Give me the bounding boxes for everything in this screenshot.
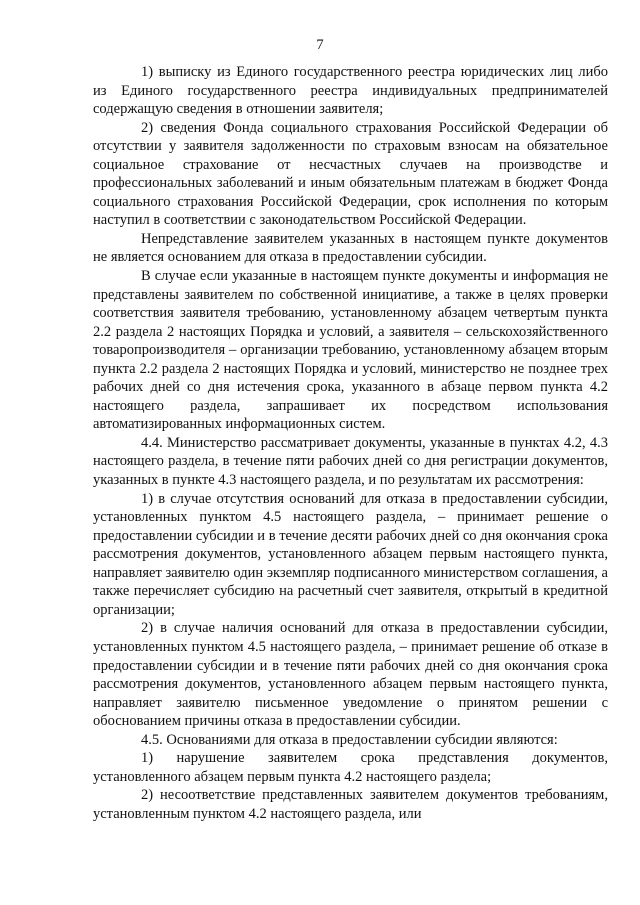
document-body	[93, 63, 608, 823]
page-number: 7	[316, 37, 324, 53]
paragraph-5: 4.4. Министерство рассматривает документы, указанные в пунктах 4.2, 4.3 настоящего раздела, в течение пяти рабочих дней со дня регистрации документов, указанных в пункте 4.3 настоящего раздела, и по результатам их рассмотрения:	[93, 434, 608, 489]
paragraph-10: 2) несоответствие представленных заявителем документов требованиям, установленным пунктом 4.2 настоящего раздела, или	[93, 787, 608, 822]
paragraph-7: 2) в случае наличия оснований для отказа в предоставлении субсидии, установленных пунктом 4.5 настоящего раздела, – принимает решение об отказе в предоставлении субсидии и в течение пяти рабочих дней со дня окончания срока рассмотрения документов, установленного абзацем первым настоящего пункта, направляет заявителю письменное уведомление о принятом решении с обоснованием причины отказа в предоставлении субсидии.	[93, 620, 608, 730]
paragraph-8: 4.5. Основаниями для отказа в предоставлении субсидии являются:	[141, 731, 558, 748]
paragraph-3: Непредставление заявителем указанных в настоящем пункте документов не является основанием для отказа в предоставлении субсидии.	[93, 230, 608, 266]
paragraph-4: В случае если указанные в настоящем пункте документы и информация не представлены заявителем по собственной инициативе, а также в целях проверки соответствия заявителя требованию, установленному абзацем четвертым пункта 2.2 раздела 2 настоящих Порядка и условий, а заявителя – сельскохозяйственного товаропроизводителя – организации требованию, установленному абзацем вторым пункта 2.2 раздела 2 настоящих Порядка и условий, министерство не позднее трех рабочих дней со дня истечения срока, указанного в абзаце первом пункта 4.2 настоящего раздела, запрашивает их посредством использования автоматизированных информационных систем.	[93, 268, 608, 433]
paragraph-9: 1) нарушение заявителем срока представления документов, установленного абзацем первым пункта 4.2 настоящего раздела;	[93, 750, 608, 785]
paragraph-6: 1) в случае отсутствия оснований для отказа в предоставлении субсидии, установленных пунктом 4.5 настоящего раздела, – принимает решение о предоставлении субсидии и в течение десяти рабочих дней со дня окончания срока рассмотрения документов, установленного абзацем первым настоящего пункта, направляет заявителю один экземпляр подписанного министерством соглашения, а также перечисляет субсидию на расчетный счет заявителя, открытый в кредитной организации;	[93, 490, 608, 618]
paragraph-1: 1) выписку из Единого государственного реестра юридических лиц либо из Единого государственного реестра индивидуальных предпринимателей содержащую сведения в отношении заявителя;	[93, 64, 608, 118]
paragraph-2: 2) сведения Фонда социального страхования Российской Федерации об отсутствии у заявителя задолженности по страховым взносам на обязательное социальное страхование от несчастных случаев на производстве и профессиональных заболеваний и иным обязательным платежам в бюджет Фонда социального страхования Российской Федерации, срок исполнения по которым наступил в соответствии с законодательством Российской Федерации.	[93, 119, 608, 229]
